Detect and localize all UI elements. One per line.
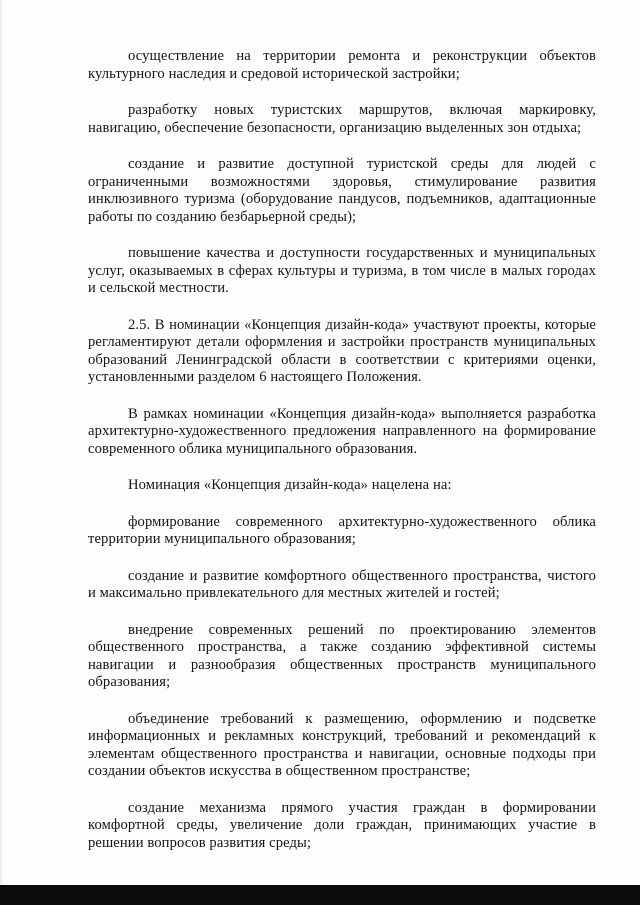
paragraph-1: осуществление на территории ремонта и реконструкции объектов культурного наследия и средовой исторической застройки; bbox=[88, 48, 596, 82]
document-body bbox=[88, 48, 596, 871]
paragraph-3: создание и развитие доступной туристской среды для людей с ограниченными возможностями здоровья, стимулирование развития инклюзивного туризма (оборудование пандусов, подъемников, адаптационные работы по созданию безбарьерной среды); bbox=[88, 156, 596, 225]
paragraph-4: повышение качества и доступности государственных и муниципальных услуг, оказываемых в сферах культуры и туризма, в том числе в малых городах и сельской местности. bbox=[88, 245, 596, 296]
paragraph-8: формирование современного архитектурно-художественного облика территории муниципального образования; bbox=[88, 513, 596, 547]
paragraph-11: объединение требований к размещению, оформлению и подсветке информационных и рекламных конструкций, требований и рекомендаций к элементам общественного пространства и навигации, основные подходы при создании объектов искусства в общественном пространстве; bbox=[88, 710, 596, 779]
paragraph-9: создание и развитие комфортного общественного пространства, чистого и максимально привлекательного для местных жителей и гостей; bbox=[88, 567, 596, 601]
paragraph-2: разработку новых туристских маршрутов, включая маркировку, навигацию, обеспечение безопасности, организацию выделенных зон отдыха; bbox=[88, 102, 596, 136]
paragraph-12: создание механизма прямого участия граждан в формировании комфортной среды, увеличение доли граждан, принимающих участие в решении вопросов развития среды; bbox=[88, 799, 596, 851]
scan-edge-shadow bbox=[0, 0, 3, 905]
paragraph-5: 2.5. В номинации «Концепция дизайн-кода» участвуют проекты, которые регламентируют детали оформления и застройки пространств муниципальных образований Ленинградской области в соответствии с критериями оценки, установленными разделом 6 настоящего Положения. bbox=[88, 316, 596, 385]
paragraph-6: В рамках номинации «Концепция дизайн-кода» выполняется разработка архитектурно-художественного предложения направленного на формирование современного облика муниципального образования. bbox=[88, 405, 596, 457]
scan-bottom-border bbox=[0, 885, 640, 905]
paragraph-10: внедрение современных решений по проектированию элементов общественного пространства, а также созданию эффективной системы навигации и разнообразия общественных пространств муниципального образования; bbox=[88, 621, 596, 690]
paragraph-7: Номинация «Концепция дизайн-кода» нацелена на: bbox=[128, 477, 452, 493]
